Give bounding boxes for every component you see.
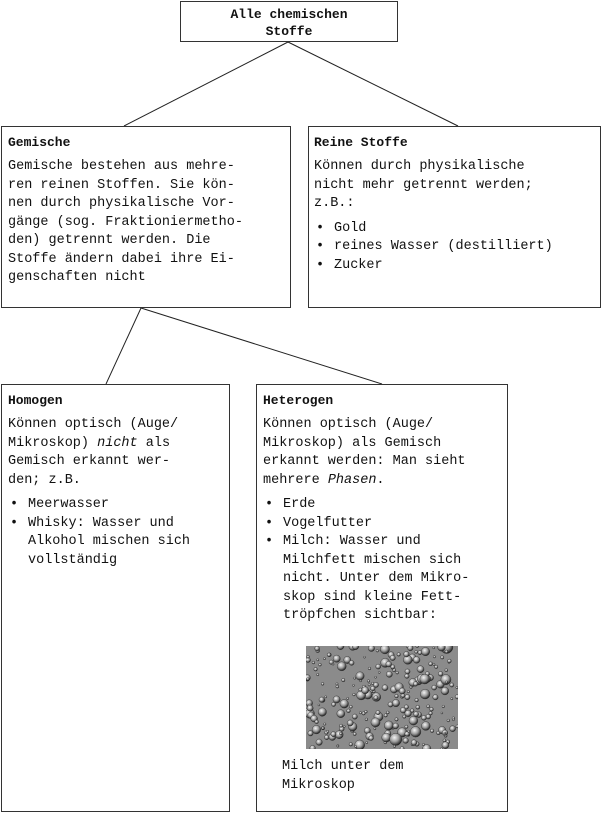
- fat-droplet: [409, 716, 418, 725]
- fat-droplet: [396, 671, 399, 674]
- fat-droplet: [333, 696, 340, 703]
- fat-droplet: [440, 748, 442, 749]
- fat-droplet: [386, 711, 389, 714]
- fat-droplet: [432, 685, 437, 690]
- node-alle-chemischen-stoffe: [180, 1, 398, 42]
- fat-droplet: [312, 661, 315, 664]
- fat-droplet: [322, 727, 325, 730]
- list-item: • Zucker: [314, 257, 595, 276]
- fat-droplet: [390, 655, 395, 660]
- fat-droplet: [337, 745, 339, 747]
- fat-droplet: [416, 646, 419, 648]
- fat-droplet: [316, 739, 322, 745]
- fat-droplet: [433, 647, 435, 649]
- fat-droplet: [318, 704, 320, 706]
- fat-droplet: [455, 695, 458, 699]
- fat-droplet: [368, 667, 371, 670]
- fat-droplet: [340, 700, 349, 709]
- node-reine-stoffe: [308, 126, 601, 308]
- fat-droplet: [382, 733, 391, 742]
- fat-droplet: [366, 742, 368, 744]
- fat-droplet: [452, 719, 454, 721]
- fat-droplet: [442, 742, 449, 749]
- fat-droplet: [367, 680, 370, 683]
- fat-droplet: [337, 710, 345, 718]
- fat-droplet: [407, 691, 409, 693]
- fat-droplet: [410, 727, 421, 738]
- node-reine-text: Können durch physikalische nicht mehr getrennt werden; z.B.:: [314, 159, 533, 211]
- fat-droplet: [356, 672, 364, 680]
- fat-droplet: [378, 672, 380, 674]
- fat-droplet: [342, 678, 345, 681]
- fat-droplet: [336, 683, 338, 685]
- fat-droplet: [395, 718, 398, 721]
- fat-droplet: [349, 660, 354, 665]
- fat-droplet: [365, 718, 368, 721]
- fat-droplet: [327, 653, 331, 657]
- text-part: Können optisch (Auge/ Mikroskop): [8, 417, 179, 451]
- line-gemische-heterogen: [141, 308, 382, 384]
- fat-droplet: [371, 718, 380, 727]
- fat-droplet: [413, 657, 420, 664]
- fat-droplet: [411, 740, 417, 746]
- fat-droplet: [390, 733, 402, 745]
- fat-droplet: [421, 647, 429, 655]
- fat-droplet: [429, 662, 433, 666]
- fat-droplet: [415, 650, 418, 653]
- fat-droplet: [317, 659, 319, 661]
- fat-droplet: [445, 669, 448, 672]
- fat-droplet: [404, 651, 410, 657]
- fat-droplet: [349, 705, 352, 708]
- fat-droplet: [430, 707, 434, 711]
- fat-droplet: [319, 697, 324, 702]
- fat-droplet: [448, 659, 452, 663]
- fat-droplet: [308, 731, 313, 736]
- fat-droplet: [433, 663, 435, 665]
- fat-droplet: [368, 646, 374, 652]
- fat-droplet: [327, 730, 329, 732]
- fat-droplet: [314, 668, 318, 672]
- fat-droplet: [321, 683, 324, 686]
- fat-droplet: [408, 646, 414, 651]
- fat-droplet: [353, 732, 356, 735]
- fat-droplet: [364, 656, 366, 658]
- fat-droplet: [405, 695, 410, 700]
- list-item: • Vogelfutter: [263, 515, 501, 534]
- fat-droplet: [332, 702, 336, 706]
- fat-droplet: [416, 705, 420, 709]
- fat-droplet: [422, 743, 424, 745]
- fat-droplet: [447, 719, 450, 722]
- list-item: • Milch: Wasser und Milchfett mischen sich nicht. Unter dem Mikro- skop sind kleine Fett- tröpfchen sichtbar:: [263, 533, 501, 626]
- fat-droplet: [352, 714, 357, 719]
- fat-droplet: [433, 695, 438, 700]
- fat-droplet: [417, 666, 424, 673]
- reine-list: [314, 220, 595, 276]
- fat-droplet: [373, 682, 378, 687]
- fat-droplet: [441, 656, 444, 659]
- fat-droplet: [438, 671, 443, 676]
- node-heterogen-title: Heterogen: [263, 393, 334, 408]
- fat-droplet: [376, 664, 381, 669]
- fat-droplet: [347, 709, 351, 713]
- fat-droplet: [333, 655, 340, 662]
- node-gemische-text: Gemische bestehen aus mehre- ren reinen Stoffen. Sie kön- nen durch physikalische Vor- gänge (sog. Fraktioniermetho- den) getrennt werden. Die Stoffe ändern dabei ihre Ei- genschaften nicht: [8, 159, 243, 285]
- fat-droplet: [414, 712, 419, 717]
- fat-droplet: [359, 688, 362, 691]
- fat-droplet: [450, 683, 454, 687]
- heterogen-list: [263, 496, 501, 626]
- fat-droplet: [324, 723, 326, 725]
- node-reine-title: Reine Stoffe: [314, 135, 408, 150]
- fat-droplet: [405, 725, 408, 728]
- node-homogen: [1, 384, 230, 812]
- fat-droplet: [323, 658, 325, 660]
- fat-droplet: [374, 728, 376, 730]
- fat-droplet: [310, 745, 316, 749]
- fat-droplet: [403, 738, 409, 744]
- fat-droplet: [365, 710, 368, 713]
- fat-droplet: [335, 731, 343, 739]
- fat-droplet: [399, 688, 405, 694]
- fat-droplet: [405, 669, 410, 674]
- text-part: als Gemisch erkannt wer- den; z.B.: [8, 435, 171, 488]
- fat-droplet: [429, 712, 433, 716]
- fat-droplet: [442, 705, 445, 708]
- fat-droplet: [395, 694, 399, 698]
- fat-droplet: [421, 722, 430, 731]
- fat-droplet: [332, 663, 334, 665]
- fat-droplet: [331, 732, 336, 737]
- fat-droplet: [376, 710, 380, 714]
- fat-droplet: [405, 674, 410, 679]
- node-title: Alle chemischen Stoffe: [230, 7, 348, 39]
- fat-droplet: [456, 687, 458, 689]
- emphasis-text: nicht: [97, 435, 138, 451]
- fat-droplet: [384, 721, 393, 730]
- fat-droplet: [427, 705, 430, 708]
- fat-droplet: [384, 714, 387, 717]
- fat-droplet: [433, 656, 435, 658]
- fat-droplet: [400, 747, 404, 750]
- fat-droplet: [375, 676, 377, 678]
- fat-droplet: [349, 743, 353, 747]
- fat-droplet: [318, 708, 326, 716]
- fat-droplet: [456, 725, 458, 728]
- fat-droplet: [444, 732, 446, 734]
- fat-droplet: [339, 732, 342, 735]
- milk-microscope-image: [306, 646, 458, 749]
- fat-droplet: [368, 684, 370, 686]
- fat-droplet: [441, 687, 449, 695]
- list-item: • reines Wasser (destilliert): [314, 238, 595, 257]
- node-homogen-text: [8, 416, 223, 490]
- fat-droplet: [336, 685, 339, 688]
- fat-droplet: [420, 689, 430, 699]
- text-part: Können optisch (Auge/ Mikroskop) als Gemisch erkannt werden: Man sieht mehrere: [263, 417, 466, 488]
- fat-droplet: [315, 720, 319, 724]
- line-gemische-homogen: [106, 308, 141, 384]
- fat-droplet: [413, 682, 418, 687]
- fat-droplet: [307, 705, 313, 711]
- fat-droplet: [391, 665, 395, 669]
- line-root-reine: [288, 42, 458, 126]
- fat-droplet: [307, 678, 310, 681]
- fat-droplet: [450, 726, 456, 732]
- fat-droplet: [393, 723, 399, 729]
- homogen-list: [8, 496, 223, 570]
- fat-droplet: [420, 674, 430, 684]
- fat-droplet: [353, 693, 356, 696]
- fat-droplet: [376, 650, 379, 653]
- fat-droplet: [392, 699, 399, 706]
- fat-droplet: [451, 698, 453, 700]
- fat-droplet: [340, 724, 343, 727]
- fat-droplet: [388, 702, 393, 707]
- fat-droplet: [404, 705, 408, 709]
- fat-droplet: [380, 646, 389, 654]
- fat-droplet: [397, 653, 401, 657]
- fat-droplet: [307, 655, 310, 658]
- fat-droplet: [359, 712, 361, 714]
- node-homogen-title: Homogen: [8, 393, 63, 408]
- fat-droplet: [353, 684, 355, 686]
- fat-droplet: [347, 697, 349, 699]
- fat-droplet: [317, 673, 319, 675]
- fat-droplet: [421, 715, 426, 720]
- fat-droplet: [355, 746, 357, 748]
- node-heterogen-text: [263, 416, 501, 490]
- fat-droplet: [362, 687, 369, 694]
- fat-droplet: [445, 650, 448, 653]
- fat-droplet: [369, 736, 374, 741]
- fat-droplet: [405, 710, 412, 717]
- image-caption: Milch unter dem Mikroskop: [282, 759, 404, 793]
- list-item: • Whisky: Wasser und Alkohol mischen sich vollständig: [8, 515, 223, 571]
- fat-droplet: [324, 735, 329, 740]
- fat-droplet: [319, 663, 322, 666]
- line-root-gemische: [124, 42, 288, 126]
- node-gemische: [1, 126, 291, 308]
- fat-droplet: [386, 671, 392, 677]
- fat-droplet: [315, 646, 320, 651]
- fat-droplet: [347, 720, 353, 726]
- fat-droplet: [337, 662, 346, 671]
- fat-droplet: [415, 698, 419, 702]
- fat-droplet: [312, 725, 321, 734]
- fat-droplet: [430, 729, 434, 733]
- fat-droplet: [443, 739, 446, 742]
- emphasis-text: Phasen: [327, 472, 377, 488]
- fat-droplet: [343, 726, 345, 728]
- list-item: • Gold: [314, 220, 595, 239]
- fat-droplet: [441, 712, 443, 714]
- fat-droplet: [382, 685, 388, 691]
- list-item: • Meerwasser: [8, 496, 223, 515]
- list-item: • Erde: [263, 496, 501, 515]
- node-gemische-title: Gemische: [8, 135, 71, 150]
- fat-droplet: [408, 730, 410, 732]
- fat-droplet: [325, 696, 327, 698]
- text-part: .: [376, 472, 385, 488]
- fat-droplet: [354, 677, 356, 679]
- fat-droplet: [445, 681, 447, 683]
- fat-droplet: [435, 665, 438, 668]
- fat-droplet: [374, 696, 378, 700]
